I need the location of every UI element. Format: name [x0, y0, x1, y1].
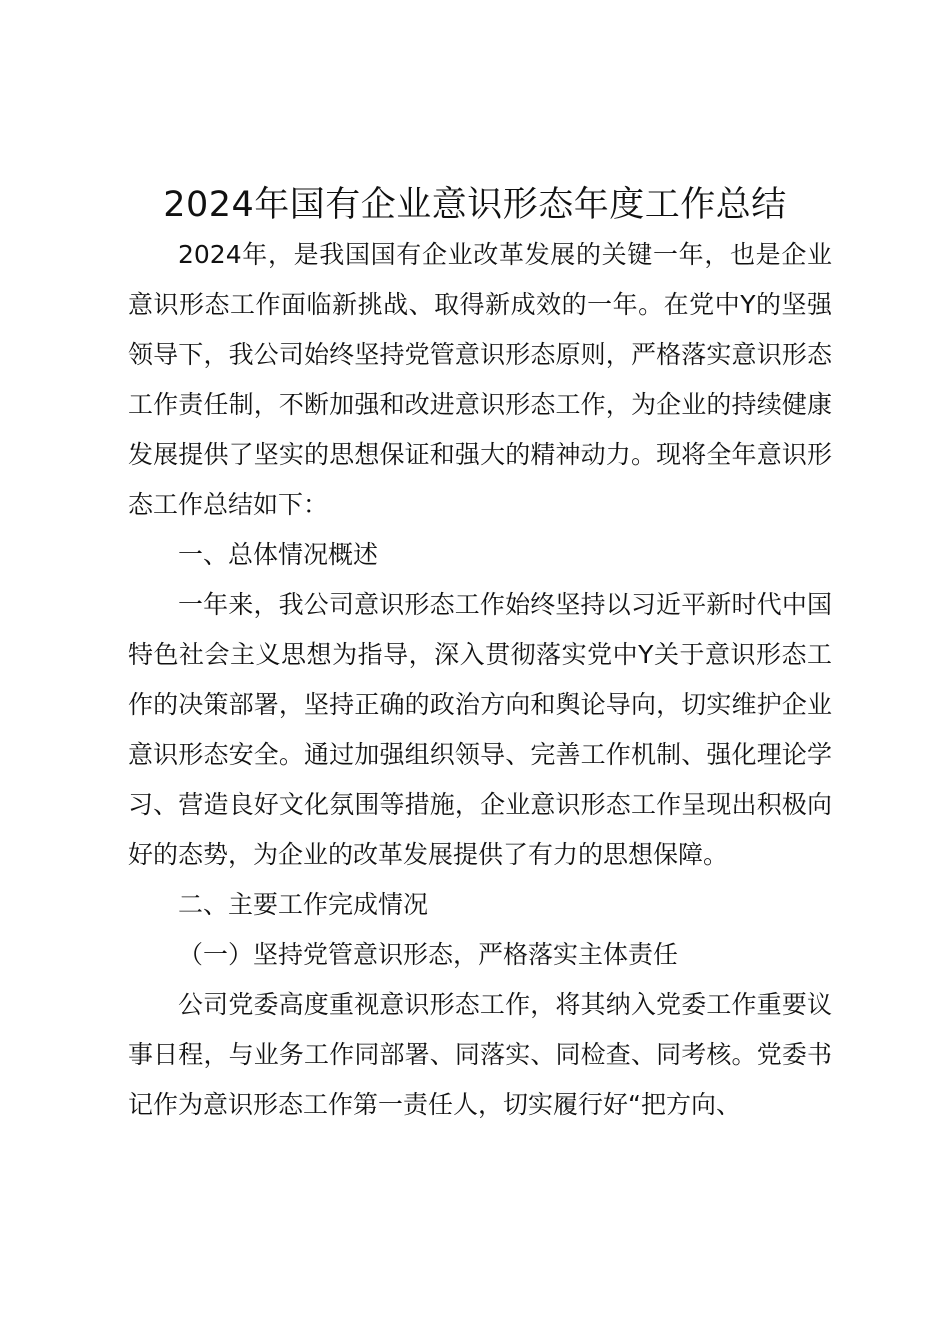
intro-paragraph: 2024年，是我国国有企业改革发展的关键一年，也是企业意识形态工作面临新挑战、取得新成效的一年。在党中Y的坚强领导下，我公司始终坚持党管意识形态原则，严格落实意识形态工作责任制，不断加强和改进意识形态工作，为企业的持续健康发展提供了坚实的思想保证和强大的精神动力。现将全年意识形态工作总结如下：: [128, 240, 832, 519]
section-heading-main-work: 二、主要工作完成情况: [178, 890, 429, 919]
overview-paragraph: 一年来，我公司意识形态工作始终坚持以习近平新时代中国特色社会主义思想为指导，深入贯彻落实党中Y关于意识形态工作的决策部署，坚持正确的政治方向和舆论导向，切实维护企业意识形态安全。通过加强组织领导、完善工作机制、强化理论学习、营造良好文化氛围等措施，企业意识形态工作呈现出积极向好的态势，为企业的改革发展提供了有力的思想保障。: [128, 590, 832, 869]
subsection-heading-1: （一）坚持党管意识形态，严格落实主体责任: [178, 940, 679, 969]
document-title: 2024年国有企业意识形态年度工作总结: [163, 185, 787, 225]
document-body: [128, 230, 832, 1130]
section-heading-overview: 一、总体情况概述: [178, 540, 379, 569]
subsection-1-paragraph: 公司党委高度重视意识形态工作，将其纳入党委工作重要议事日程，与业务工作同部署、同落实、同检查、同考核。党委书记作为意识形态工作第一责任人，切实履行好“把方向、: [128, 990, 832, 1119]
